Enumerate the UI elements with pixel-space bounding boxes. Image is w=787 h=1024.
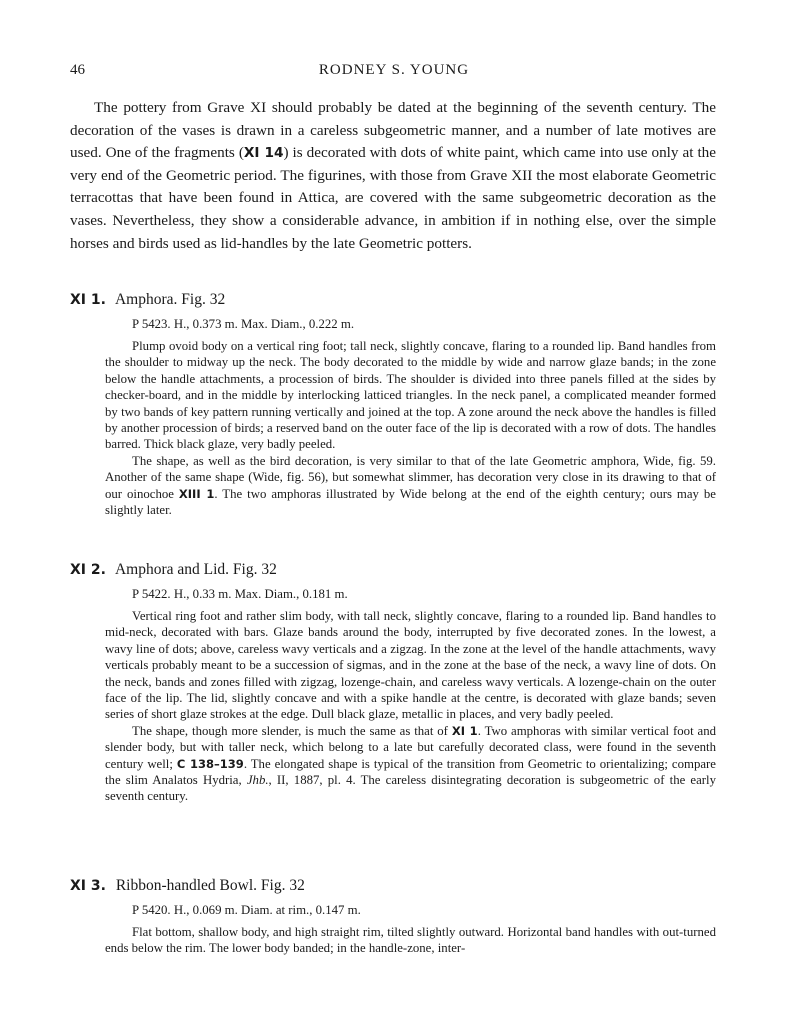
commentary-text: . Two amphoras with similar vertical foot and slender body, but with taller neck, which belong to a late but carefully decorated class, were found in the seventh century well; [105, 723, 716, 771]
intro-text-1: The pottery from Grave XI should probably be dated at the beginning of the seventh century. The decoration of the vases is drawn in a careless subgeometric manner, and a number of late motives are used. One of the fragments ( [70, 99, 716, 162]
commentary-text: , II, 1887, pl. 4. The careless disintegrating decoration is subgeometric of the early seventh century. [105, 773, 717, 804]
journal-abbrev: Jhb. [246, 773, 269, 788]
entry-commentary [105, 723, 716, 805]
catalog-entry-xi-1 [70, 291, 716, 518]
entry-figure: Fig. 32 [260, 877, 305, 894]
catalog-ref: C 138–139 [176, 756, 244, 771]
commentary-text: . The elongated shape is typical of the transition from Geometric to orientalizing; compare the slim Analatos Hydria, [105, 756, 716, 788]
entry-meta: P 5422. H., 0.33 m. Max. Diam., 0.181 m. [132, 587, 348, 601]
entry-id: XI 1. [70, 292, 106, 308]
entry-heading [70, 291, 716, 309]
page-number: 46 [70, 62, 85, 78]
entry-body [105, 608, 716, 805]
catalog-ref: XI 14 [243, 145, 284, 162]
entry-body [105, 924, 716, 957]
entry-title: Amphora and Lid. [114, 561, 230, 578]
catalog-entry-xi-3 [70, 877, 716, 957]
catalog-ref: XIII 1 [178, 486, 215, 501]
commentary-text: The shape, though more slender, is much the same as that of [132, 723, 452, 738]
entry-title: Amphora. [114, 291, 178, 308]
entry-description: Vertical ring foot and rather slim body, with tall neck, slightly concave, flaring to a rounded lip. Band handles to mid-neck, decorated with bars. Glaze bands around the body, interrupted by five decorated zones. In the lowest, a wavy line of dots; above, careless wavy verticals and a zigzag. In the zone at the level of the handle attachments, wavy verticals probably meant to be a succession of sigmas, and in the zone at the base of the neck, a wavy line of dots. On the neck, bands and zones filled with zigzag, lozenge-chain, and careless wavy verticals. A lozenge-chain on the outer face of the lip. The lid, slightly concave and with a spike handle at the centre, is decorated with glaze bands; seven series of short glaze strokes at the edge. Dull black glaze, metallic in places, and very badly peeled. [105, 609, 716, 722]
entry-id: XI 2. [70, 562, 106, 578]
commentary-text: The shape, as well as the bird decoration, is very similar to that of the late Geometric amphora, Wide, fig. 59. Another of the same shape (Wide, fig. 56), but somewhat slimmer, has decoration very close in its drawing to that of our oinochoe [105, 453, 716, 501]
entry-title: Ribbon-handled Bowl. [115, 877, 258, 894]
entry-commentary [105, 453, 716, 519]
intro-paragraph [70, 97, 716, 255]
entry-figure: Fig. 32 [232, 561, 277, 578]
entry-heading [70, 877, 716, 895]
entry-description: Plump ovoid body on a vertical ring foot; tall neck, slightly concave, flaring to a rounded lip. Band handles from the shoulder to midway up the neck. The body decorated to the middle by wide and narrow glaze bands; in the zone below the handle attachments, a procession of birds. The shoulder is divided into three panels filled at the sides by checker-board, and in the middle by interlocking latticed triangles. In the neck panel, a complicated meander formed by two bands of key pattern running vertically and joined at the top. A zone around the neck above the handles is filled by another procession of birds; a reserved band on the outer face of the lip is decorated with a row of dots. The handles barred. Thick black glaze, very badly peeled. [105, 339, 716, 452]
entry-meta: P 5423. H., 0.373 m. Max. Diam., 0.222 m. [132, 317, 355, 331]
intro-text-2: ) is decorated with dots of white paint, which came into use only at the very end of the Geometric period. The figurines, with those from Grave XII the most elaborate Geometric terracottas that have been found in Attica, are covered with the same subgeometric decoration as the vases. Nevertheless, they show a considerable advance, in ambition if in nothing else, over the simple horses and birds used as lid-handles by the late Geometric potters. [70, 144, 716, 252]
entry-meta: P 5420. H., 0.069 m. Diam. at rim., 0.147 m. [132, 903, 361, 917]
commentary-text: . The two amphoras illustrated by Wide belong at the end of the eighth century; ours may be slightly later. [105, 486, 716, 518]
catalog-ref: XI 1 [451, 723, 478, 738]
running-title: RODNEY S. YOUNG [318, 62, 470, 78]
entry-description: Flat bottom, shallow body, and high straight rim, tilted slightly outward. Horizontal band handles with out-turned ends below the rim. The lower body banded; in the handle-zone, inter- [105, 925, 716, 956]
catalog-entry-xi-2 [70, 561, 716, 805]
entry-body [105, 338, 716, 518]
entry-id: XI 3. [70, 878, 106, 894]
entry-heading [70, 561, 716, 579]
page-header [70, 62, 718, 84]
entry-figure: Fig. 32 [181, 291, 226, 308]
